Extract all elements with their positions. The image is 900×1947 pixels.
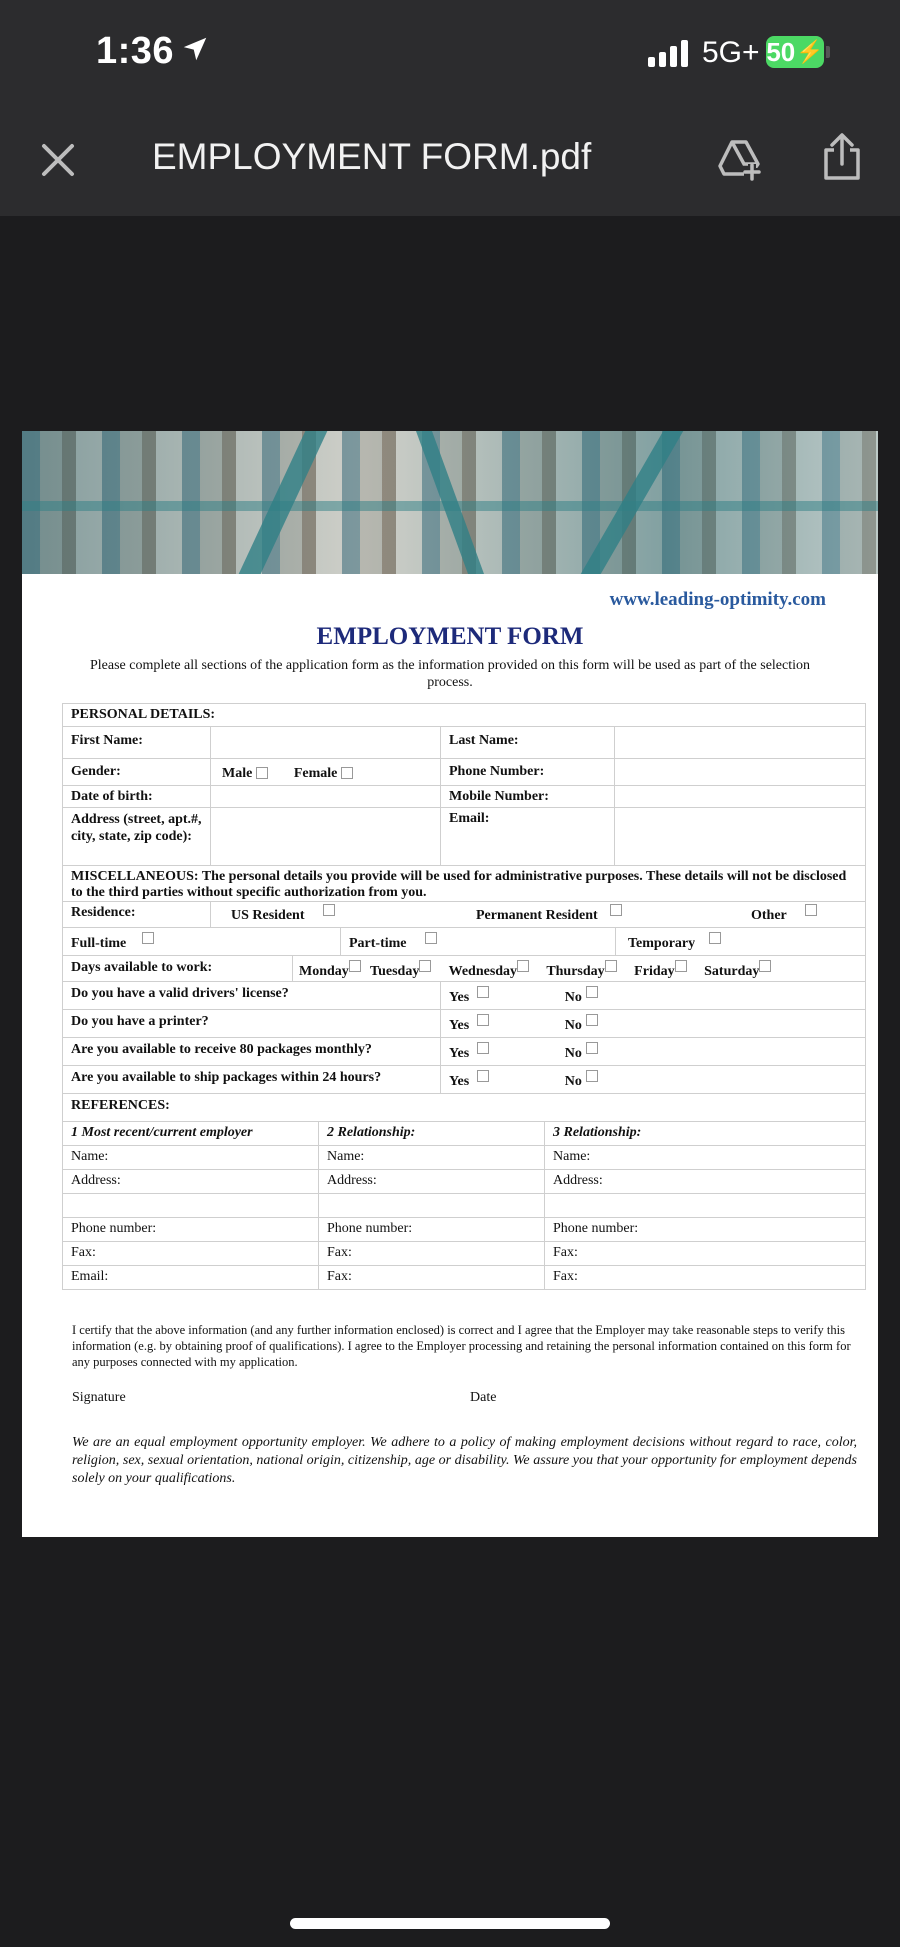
tuesday-checkbox[interactable] [419,960,431,972]
status-time: 1:36 [96,30,175,72]
no-label: No [564,1046,582,1061]
no-checkbox[interactable] [586,986,598,998]
employment-type-row [62,928,866,956]
equal-opportunity-statement: We are an equal employment opportunity employer. We adhere to a policy of making employment decisions without regard to race, color, religion, sex, sexual orientation, national origin, citizenship, age or disability. We assure you that your opportunity for employment depends solely on your qualifications. [72,1435,857,1486]
question-text: Do you have a printer? [71,1014,209,1029]
warehouse-banner-image [22,431,878,574]
section-references [62,1094,866,1122]
yes-label: Yes [449,990,470,1005]
no-checkbox[interactable] [586,1014,598,1026]
address-row [62,808,866,866]
day-tuesday: Tuesday [370,964,420,979]
days-row [62,956,866,982]
reference-email-row [62,1266,866,1290]
charging-bolt-icon: ⚡ [796,39,824,64]
male-checkbox[interactable] [256,767,268,779]
company-url: www.leading-optimity.com [609,589,826,610]
day-wednesday: Wednesday [448,964,518,979]
fulltime-checkbox[interactable] [142,932,154,944]
ref-email-label: Email: [71,1269,109,1284]
last-name-field[interactable] [615,727,865,758]
no-checkbox[interactable] [586,1070,598,1082]
saturday-checkbox[interactable] [759,960,771,972]
ref-address-field[interactable] [319,1194,545,1217]
form-table [62,703,866,1290]
ref-phone-label: Phone number: [327,1221,413,1236]
question-row [62,1010,866,1038]
form-title: EMPLOYMENT FORM [316,623,584,650]
reference-1-heading: 1 Most recent/current employer [71,1125,253,1140]
ref-fax-label: Fax: [553,1245,578,1260]
reference-blank-row [62,1194,866,1218]
day-friday: Friday [634,964,675,979]
ref-fax-label: Fax: [71,1245,96,1260]
viewer-header [0,100,900,216]
temporary-checkbox[interactable] [709,932,721,944]
no-checkbox[interactable] [586,1042,598,1054]
question-text: Are you available to ship packages within 24 hours? [71,1070,382,1085]
yes-checkbox[interactable] [477,986,489,998]
status-bar [0,0,900,100]
reference-address-row [62,1170,866,1194]
ref-phone-label: Phone number: [553,1221,639,1236]
question-text: Are you available to receive 80 packages monthly? [71,1042,372,1057]
battery-cap [826,46,830,58]
no-label: No [564,990,582,1005]
other-label: Other [751,908,787,923]
wednesday-checkbox[interactable] [517,960,529,972]
email-label: Email: [449,811,490,826]
yes-checkbox[interactable] [477,1014,489,1026]
ref-name-label: Name: [71,1149,109,1164]
days-label: Days available to work: [71,960,213,975]
perm-resident-checkbox[interactable] [610,904,622,916]
mobile-label: Mobile Number: [449,789,549,804]
reference-fax-row [62,1242,866,1266]
friday-checkbox[interactable] [675,960,687,972]
no-label: No [564,1018,582,1033]
reference-phone-row [62,1218,866,1242]
question-text: Do you have a valid drivers' license? [71,986,289,1001]
pdf-page[interactable] [22,431,878,1537]
other-checkbox[interactable] [805,904,817,916]
add-to-drive-icon[interactable] [716,134,764,182]
us-resident-checkbox[interactable] [323,904,335,916]
monday-checkbox[interactable] [349,960,361,972]
share-icon[interactable] [820,132,864,182]
reference-head-row [62,1122,866,1146]
phone-label: Phone Number: [449,764,545,779]
yes-label: Yes [449,1046,470,1061]
address-label: Address (street, apt.#, city, state, zip code): [71,812,202,844]
close-icon[interactable] [38,140,78,180]
residence-label: Residence: [71,905,136,920]
ref-phone-label: Phone number: [71,1221,157,1236]
day-monday: Monday [299,964,349,979]
first-name-label: First Name: [71,733,143,748]
reference-2-heading: 2 Relationship: [327,1125,416,1140]
ref-name-label: Name: [327,1149,365,1164]
parttime-checkbox[interactable] [425,932,437,944]
yes-checkbox[interactable] [477,1042,489,1054]
home-indicator[interactable] [290,1918,610,1929]
gender-row [62,759,866,786]
male-label: Male [222,766,253,781]
section-personal [62,703,866,727]
section-heading: REFERENCES: [71,1098,170,1113]
network-type: 5G+ [702,36,760,69]
document-title: EMPLOYMENT FORM.pdf [152,136,592,177]
misc-notice: MISCELLANEOUS: The personal details you provide will be used for administrative purposes. These details will not be disclosed to the third parties without specific authorization from you. [71,869,847,900]
day-thursday: Thursday [546,964,605,979]
us-resident-label: US Resident [231,908,305,923]
question-row [62,1066,866,1094]
ref-name-label: Name: [553,1149,591,1164]
ref-address-label: Address: [327,1173,377,1188]
perm-resident-label: Permanent Resident [476,908,598,923]
reference-3-heading: 3 Relationship: [553,1125,642,1140]
parttime-label: Part-time [349,936,407,951]
address-field[interactable] [211,808,441,865]
signal-icon [648,40,688,67]
yes-label: Yes [449,1018,470,1033]
residence-row [62,902,866,928]
phone-field[interactable] [615,759,865,785]
name-row [62,727,866,759]
female-label: Female [293,766,338,781]
day-saturday: Saturday [704,964,760,979]
ref-address-field[interactable] [545,1194,865,1217]
first-name-field[interactable] [211,727,441,758]
dob-field[interactable] [211,786,441,807]
signature-label: Signature [72,1390,126,1405]
no-label: No [564,1074,582,1089]
ref-fax-label: Fax: [327,1269,352,1284]
ref-address-label: Address: [71,1173,121,1188]
thursday-checkbox[interactable] [605,960,617,972]
ref-address-label: Address: [553,1173,603,1188]
ref-fax-label: Fax: [327,1245,352,1260]
yes-label: Yes [449,1074,470,1089]
section-heading: PERSONAL DETAILS: [71,707,216,722]
question-row [62,982,866,1010]
battery-level: 50 [766,36,796,67]
fulltime-label: Full-time [71,936,127,951]
ref-address-field[interactable] [63,1194,319,1217]
mobile-field[interactable] [615,786,865,807]
battery-icon [766,36,824,68]
date-label: Date [470,1390,497,1405]
last-name-label: Last Name: [449,733,519,748]
female-checkbox[interactable] [341,767,353,779]
gender-label: Gender: [71,764,121,779]
ref-fax-label: Fax: [553,1269,578,1284]
question-row [62,1038,866,1066]
yes-checkbox[interactable] [477,1070,489,1082]
form-intro: Please complete all sections of the application form as the information provided on this form will be used as part of the selection process. [89,658,811,690]
dob-row [62,786,866,808]
location-arrow-icon [180,34,210,64]
temporary-label: Temporary [628,936,696,951]
certification-text: I certify that the above information (and any further information enclosed) is correct and I agree that the Employer may take reasonable steps to verify this information (e.g. by obtaining proof of qualifications). I agree to the Employer processing and retaining the personal information contained on this form for any purposes connected with my application. [72,1323,851,1369]
email-field[interactable] [615,808,865,865]
misc-row [62,866,866,902]
dob-label: Date of birth: [71,789,153,804]
reference-name-row [62,1146,866,1170]
